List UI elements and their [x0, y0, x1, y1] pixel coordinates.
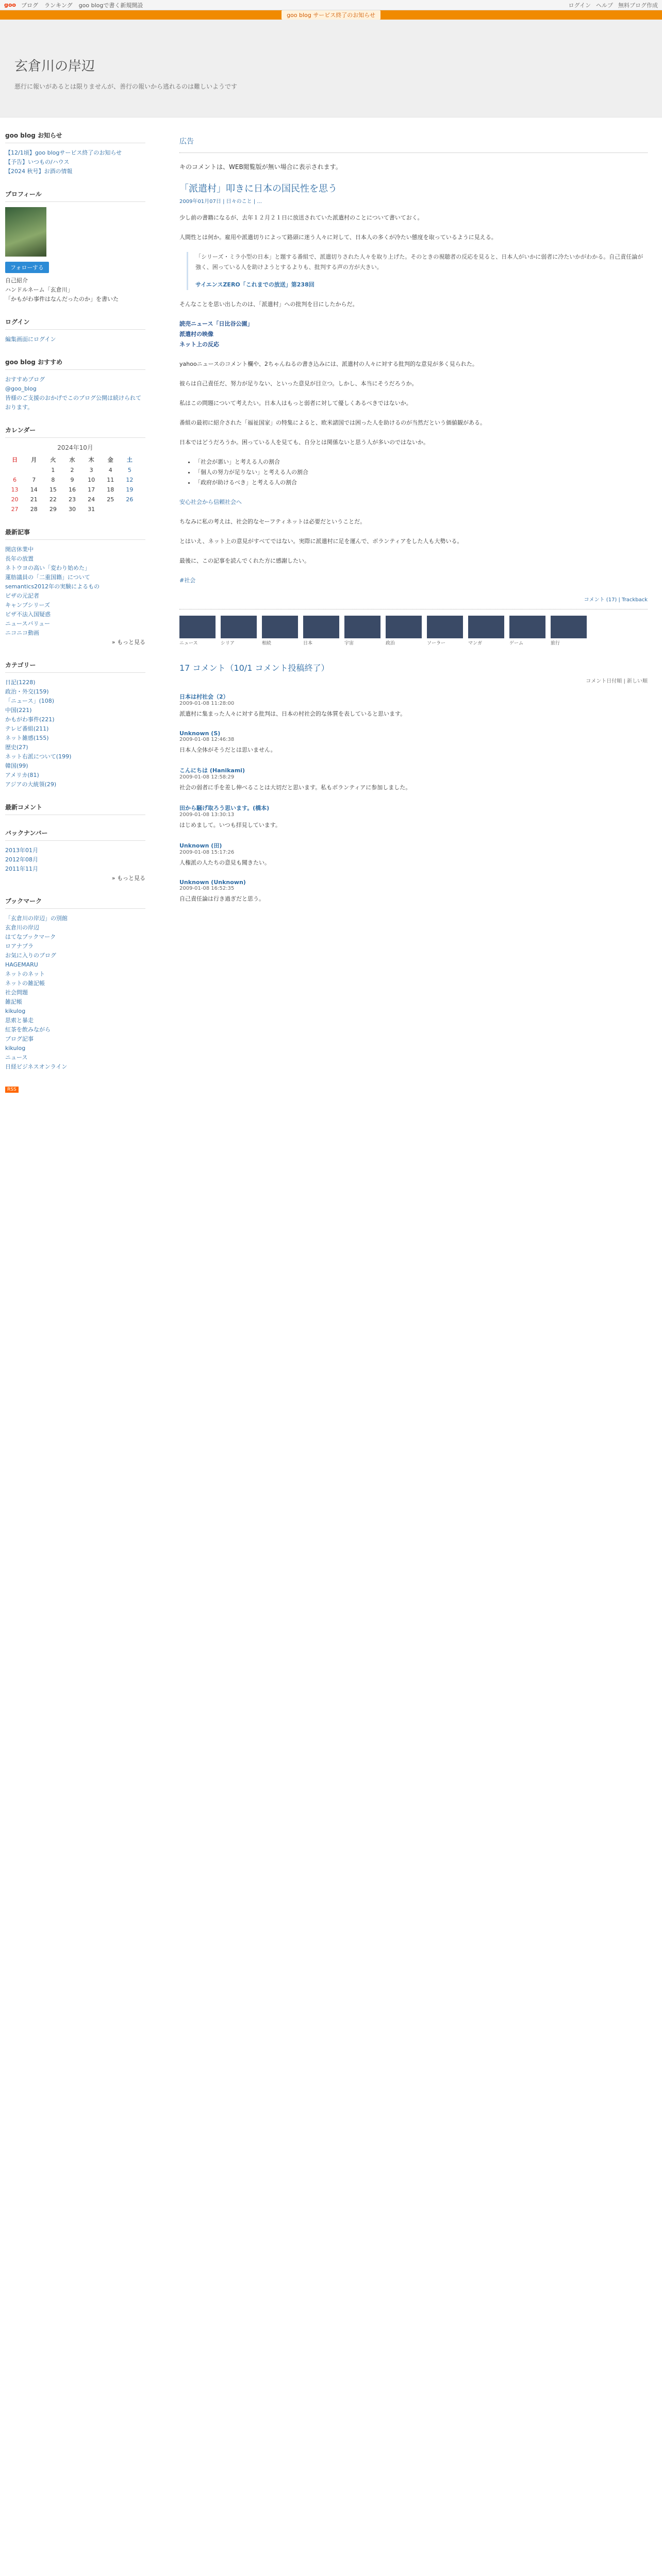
paragraph: 最後に、この記事を読んでくれた方に感謝したい。	[179, 557, 310, 564]
calendar-day[interactable]: 13	[11, 486, 19, 493]
bullet-item: • 「個人の努力が足りない」と考える人の割合	[195, 467, 648, 478]
calendar-heading: カレンダー	[5, 426, 145, 438]
comment-author[interactable]: Unknown (Unknown)	[179, 879, 246, 886]
quote-source-link[interactable]: サイエンスZERO「これまでの放送」第238回	[195, 281, 315, 288]
category-link[interactable]: アメリカ(81)	[5, 772, 39, 778]
calendar-day	[120, 504, 139, 514]
section-heading: 安心社会から信頼社会へ	[179, 499, 242, 505]
category-link[interactable]: テレビ番組(211)	[5, 725, 49, 732]
thumb-caption: マンガ	[468, 641, 483, 646]
bookmark-link[interactable]: 紅茶を飲みながら	[5, 1026, 51, 1033]
bookmark-link[interactable]: 日経ビジネスオンライン	[5, 1063, 68, 1070]
recent-section	[5, 528, 145, 647]
more-backnumber-link[interactable]: » もっと見る	[111, 875, 145, 882]
calendar-day[interactable]: 24	[88, 496, 95, 503]
comment-list	[179, 692, 648, 904]
backnumber-link[interactable]: 2011年11月	[5, 866, 38, 872]
comment	[179, 841, 648, 868]
category-section	[5, 660, 145, 789]
profile-section	[5, 190, 145, 304]
comment-author[interactable]: Unknown (田)	[179, 842, 222, 849]
comment-author[interactable]: 日本は村社会（2）	[179, 693, 229, 700]
comment-date: 2009-01-08 13:30:13	[179, 812, 235, 818]
calendar-row	[5, 485, 139, 495]
news-link[interactable]: ネット上の反応	[179, 341, 219, 348]
calendar-day[interactable]: 31	[88, 506, 95, 513]
category-link[interactable]: 歴史(27)	[5, 744, 28, 751]
calendar-day[interactable]: 8	[51, 477, 55, 483]
comment-date: 2009-01-08 12:58:29	[179, 774, 235, 780]
calendar-head: 日	[12, 456, 18, 463]
bookmark-link[interactable]: 雑記帳	[5, 998, 22, 1005]
thumb-caption: シリア	[221, 641, 235, 646]
paragraph: ちなみに私の考えは、社会的なセーフティネットは必要だということだ。	[179, 518, 366, 525]
thumb-image	[303, 616, 339, 638]
related-thumb[interactable]	[386, 616, 422, 646]
post-meta: 2009年01月07日 | 日々のこと | ...	[179, 199, 262, 205]
comment-author[interactable]: こんにちは (Hanikami)	[179, 767, 245, 774]
calendar-section	[5, 426, 145, 514]
calendar-day[interactable]: 30	[68, 506, 76, 513]
calendar-day[interactable]: 18	[107, 486, 114, 493]
backnumber-section	[5, 828, 145, 883]
comment	[179, 804, 648, 830]
calendar-day[interactable]: 9	[70, 477, 74, 483]
calendar-day[interactable]: 21	[30, 496, 38, 503]
calendar-day[interactable]: 10	[88, 477, 95, 483]
thumb-image	[468, 616, 504, 638]
blog-description: 悪行に報いがあるとは限りませんが、善行の報いから逃れるのは難しいようです	[14, 83, 238, 90]
profile-line: 自己紹介	[5, 277, 28, 284]
calendar-row	[5, 465, 139, 475]
category-link[interactable]: 政治・外交(159)	[5, 688, 49, 695]
thumb-image	[386, 616, 422, 638]
calendar-row	[5, 504, 139, 514]
comment	[179, 766, 648, 792]
paragraph: 番組の最初に紹介された「福祉国家」の特集によると、欧米諸国では困った人を助けるのが当然だという価値観がある。	[179, 419, 486, 426]
rss-icon[interactable]: RSS	[5, 1087, 19, 1093]
calendar-head: 月	[31, 456, 37, 463]
divider	[179, 152, 648, 153]
bookmark-link[interactable]: お気に入りのブログ	[5, 952, 56, 959]
bookmark-link[interactable]: ネットのネット	[5, 971, 45, 977]
news-link[interactable]: 派遣村の映像	[179, 331, 213, 337]
calendar-day[interactable]: 22	[49, 496, 57, 503]
calendar-day[interactable]: 23	[68, 496, 76, 503]
related-thumb[interactable]	[179, 616, 216, 646]
top-bar	[0, 0, 662, 10]
bullet-item: • 「政府が助けるべき」と考える人の割合	[195, 478, 648, 488]
comment-date: 2009-01-08 11:28:00	[179, 701, 235, 706]
related-thumb[interactable]	[262, 616, 298, 646]
profile-image[interactable]	[5, 207, 46, 257]
comment-date: 2009-01-08 15:17:26	[179, 850, 235, 855]
thumb-caption: ニュース	[179, 641, 198, 646]
top-nav-item[interactable]: goo blogで書く新規開設	[78, 2, 143, 9]
notice-link[interactable]: 【予告】いつもの/ハウス	[5, 159, 70, 165]
calendar-day[interactable]: 19	[126, 486, 134, 493]
paragraph: 少し前の書籍になるが、去年１２月２１日に放送されていた派遣村のことについて書いておく。	[179, 214, 423, 221]
recent-post-link[interactable]: semantics2012年の実験によるもの	[5, 583, 100, 590]
comment-date: 2009-01-08 12:46:38	[179, 737, 235, 742]
thumb-caption: ゲーム	[509, 641, 524, 646]
create-blog-link[interactable]: 無料ブログ作成	[618, 2, 658, 9]
recent-post-link[interactable]: 開店休業中	[5, 546, 34, 553]
comments-heading: 17 コメント（10/1 コメント投稿終了）	[179, 663, 329, 673]
paragraph: 日本ではどうだろうか。困っている人を見ても、自分とは関係ないと思う人が多いのではないか。	[179, 439, 429, 446]
calendar-day	[24, 465, 43, 475]
goo-follow-heading: goo blog おすすめ	[5, 358, 145, 370]
bullet-list	[195, 457, 648, 488]
calendar-day[interactable]: 5	[127, 467, 131, 473]
ad-label: 広告	[179, 138, 194, 146]
more-recent-link[interactable]: » もっと見る	[111, 639, 145, 646]
comment-text: 社会の弱者に手を差し伸べることは大切だと思います。私もボランティアに参加しました。	[179, 784, 411, 791]
paragraph: 彼らは自己責任だ、努力が足りない、といった意見が目立つ。しかし、本当にそうだろうか。	[179, 380, 418, 387]
calendar-day	[5, 465, 24, 475]
calendar-day[interactable]: 28	[30, 506, 38, 513]
blog-header	[0, 20, 662, 117]
page-wrap	[0, 117, 662, 1093]
thumb-image	[509, 616, 545, 638]
notice-link[interactable]: 【12/1頃】goo blogサービス終了のお知らせ	[5, 149, 122, 156]
recent-post-link[interactable]: ニュースバリュー	[5, 620, 51, 627]
thumb-caption: 宇宙	[344, 641, 354, 646]
calendar-day[interactable]: 25	[107, 496, 114, 503]
bookmark-link[interactable]: 社会問題	[5, 989, 28, 996]
bookmark-link[interactable]: 思索と暴走	[5, 1017, 34, 1024]
category-link[interactable]: 韓国(99)	[5, 762, 28, 769]
backnumber-link[interactable]: 2012年08月	[5, 856, 38, 863]
paragraph: とはいえ、ネット上の意見がすべてではない。実際に派遣村に足を運んで、ボランティアをした人も大勢いる。	[179, 538, 463, 545]
calendar-row	[5, 475, 139, 485]
recent-heading: 最新記事	[5, 528, 145, 540]
profile-line: 「かもがわ事件はなんだったのか」を書いた	[5, 296, 119, 302]
help-link[interactable]: ヘルプ	[596, 2, 613, 9]
category-link[interactable]: アジアの大統領(29)	[5, 781, 57, 788]
related-thumb[interactable]	[427, 616, 463, 646]
quote-text: 「シリーズ・ミラ小型の日本」と題する番組で、派遣切りされた人々を取り上げた。そのときの視聴者の反応を見ると、日本人がいかに弱者に冷たいかがわかる。自己責任論が強く、困っている人を助けようとするよりも、批判する声の方が大きい。	[195, 253, 643, 270]
calendar-day[interactable]: 26	[126, 496, 134, 503]
category-heading: カテゴリー	[5, 660, 145, 673]
comment	[179, 730, 648, 755]
bookmark-link[interactable]: ネットの雑記帳	[5, 980, 45, 987]
bookmark-heading: ブックマーク	[5, 896, 145, 909]
post-footer-meta[interactable]: コメント (17) | Trackback	[584, 597, 648, 603]
top-right-nav	[569, 1, 658, 9]
recent-post-link[interactable]: 長年の放置	[5, 555, 34, 562]
calendar-day[interactable]: 11	[107, 477, 114, 483]
paragraph: 私はこの問題について考えたい。日本人はもっと弱者に対して優しくあるべきではないか。	[179, 400, 412, 406]
rss-section	[5, 1085, 145, 1093]
category-link[interactable]: ネット雑感(155)	[5, 735, 49, 741]
calendar-head: 金	[107, 456, 113, 463]
calendar-day[interactable]: 20	[11, 496, 19, 503]
bookmark-link[interactable]: ブログ記事	[5, 1036, 34, 1042]
calendar-row	[5, 495, 139, 504]
recent-post-link[interactable]: ビザの元記者	[5, 592, 39, 599]
notice-heading: goo blog お知らせ	[5, 131, 145, 143]
calendar-day[interactable]: 2	[70, 467, 74, 473]
related-thumb[interactable]	[551, 616, 587, 646]
calendar-day[interactable]: 29	[49, 506, 57, 513]
thumb-image	[344, 616, 380, 638]
bookmark-section	[5, 896, 145, 1072]
sidebar	[0, 117, 155, 1093]
bullet-item: • 「社会が悪い」と考える人の割合	[195, 457, 648, 467]
blockquote	[187, 252, 648, 290]
blog-title[interactable]: 玄倉川の岸辺	[14, 59, 95, 74]
thumb-caption: 相続	[262, 641, 272, 646]
blog-id-link[interactable]: @goo_blog	[5, 385, 37, 392]
paragraph: そんなことを思い出したのは、「派遣村」への批判を目にしたからだ。	[179, 301, 358, 308]
calendar-day[interactable]: 27	[11, 506, 19, 513]
backnumber-link[interactable]: 2013年01月	[5, 847, 38, 854]
bookmark-link[interactable]: ニュース	[5, 1054, 28, 1061]
related-thumbs	[179, 616, 648, 646]
main-column	[155, 117, 662, 1093]
news-links	[179, 319, 648, 350]
recent-post-link[interactable]: ネトウヨの高い「変わり始めた」	[5, 565, 90, 571]
category-link[interactable]: 「ニュース」(108)	[5, 698, 55, 704]
category-link[interactable]: 日記(1228)	[5, 679, 36, 686]
goo-follow-section	[5, 358, 145, 412]
calendar-day[interactable]: 12	[126, 477, 134, 483]
calendar-day[interactable]: 14	[30, 486, 38, 493]
calendar-head: 火	[50, 456, 56, 463]
bookmark-link[interactable]: HAGEMARU	[5, 961, 38, 968]
comment	[179, 692, 648, 719]
post-title[interactable]: 「派遣村」叩きに日本の国民性を思う	[179, 183, 337, 194]
lead-text: キのコメントは、WEB閲覧版が無い場合に表示されます。	[179, 163, 342, 171]
notice-link[interactable]: 【2024 秋号】お酒の情報	[5, 168, 73, 175]
paragraph: 人間性とは何か。雇用や派遣切りによって路頭に迷う人々に対して、日本人の多くが冷たい態度を取っているように見える。	[179, 234, 497, 241]
login-link[interactable]: ログイン	[568, 2, 591, 9]
bookmark-link[interactable]: kikulog	[5, 1008, 26, 1014]
related-thumb[interactable]	[221, 616, 257, 646]
thumb-caption: ソーラー	[427, 641, 446, 646]
recent-post-link[interactable]: ニコニコ動画	[5, 630, 39, 636]
thumb-image	[427, 616, 463, 638]
goo-logo[interactable]: goo	[4, 2, 16, 8]
related-thumb[interactable]	[344, 616, 380, 646]
calendar-day[interactable]: 16	[68, 486, 76, 493]
service-banner	[0, 10, 662, 20]
comment-text: 日本人全体がそうだとは思いません。	[179, 747, 276, 753]
comment-date: 2009-01-08 16:52:35	[179, 886, 235, 891]
thumb-image	[262, 616, 298, 638]
thumb-image	[551, 616, 587, 638]
latest-comment-section	[5, 803, 145, 815]
related-thumb[interactable]	[468, 616, 504, 646]
category-link[interactable]: ネット右派について(199)	[5, 753, 72, 760]
thumb-image	[221, 616, 257, 638]
calendar-day	[101, 504, 120, 514]
calendar-head: 土	[126, 456, 133, 463]
thumb-caption: 日本	[303, 641, 313, 646]
recent-post-link[interactable]: ビザ不法入国疑惑	[5, 611, 51, 618]
top-nav-item[interactable]: ランキング	[44, 2, 73, 9]
calendar-day[interactable]: 1	[51, 467, 55, 473]
thumb-caption: 政治	[386, 641, 395, 646]
service-banner-link[interactable]: goo blog サービス終了のお知らせ	[282, 10, 380, 20]
follow-link[interactable]: おすすめブログ	[5, 376, 45, 383]
comment-text: はじめまして。いつも拝見しています。	[179, 822, 281, 828]
latest-comment-heading: 最新コメント	[5, 803, 145, 815]
bookmark-link[interactable]: ロアナプラ	[5, 943, 34, 950]
calendar-table	[5, 454, 139, 514]
thumb-image	[179, 616, 216, 638]
backnumber-heading: バックナンバー	[5, 828, 145, 841]
category-link[interactable]: 中国(221)	[5, 707, 32, 714]
notice-section	[5, 131, 145, 176]
top-nav-item[interactable]: ブログ	[21, 2, 38, 9]
calendar-day[interactable]: 3	[89, 467, 93, 473]
news-link[interactable]: 読売ニュース「日比谷公園」	[179, 320, 253, 327]
calendar-day[interactable]: 7	[32, 477, 36, 483]
calendar-day[interactable]: 4	[108, 467, 112, 473]
paragraph: yahooニュースのコメント欄や、2ちゃんねるの書き込みには、派遣村の人々に対する批判的な意見が多く見られた。	[179, 361, 478, 367]
bookmark-link[interactable]: 玄倉川の岸辺	[5, 924, 39, 931]
calendar-title: 2024年10月	[57, 444, 93, 451]
comment-text: 自己責任論は行き過ぎだと思う。	[179, 895, 264, 902]
calendar-day[interactable]: 6	[13, 477, 17, 483]
bookmark-link[interactable]: はてなブックマーク	[5, 934, 56, 940]
comment	[179, 879, 648, 904]
login-section	[5, 317, 145, 344]
comments-sort[interactable]: コメント日付順 | 新しい順	[586, 679, 648, 684]
edit-login-link[interactable]: 編集画面にログイン	[5, 336, 56, 343]
login-heading: ログイン	[5, 317, 145, 330]
bookmark-link[interactable]: kikulog	[5, 1045, 26, 1052]
profile-line: ハンドルネーム「玄倉川」	[5, 286, 73, 293]
follow-button[interactable]: フォローする	[5, 262, 49, 273]
calendar-head: 水	[69, 456, 75, 463]
calendar-day[interactable]: 15	[49, 486, 57, 493]
recent-post-link[interactable]: 蓮舫議員の「二重国籍」について	[5, 574, 90, 581]
category-link[interactable]: かもがわ事件(221)	[5, 716, 55, 723]
tag-link[interactable]: #社会	[179, 577, 196, 584]
comment-text: 人権派の人たちの意見も聞きたい。	[179, 859, 270, 866]
comment-author[interactable]: Unknown (S)	[179, 730, 221, 737]
comment-author[interactable]: 田から騒げ取ろう思います。(橋本)	[179, 805, 270, 811]
profile-heading: プロフィール	[5, 190, 145, 202]
calendar-day[interactable]: 17	[88, 486, 95, 493]
recent-post-link[interactable]: キャンプシリーズ	[5, 602, 51, 608]
related-thumb[interactable]	[509, 616, 545, 646]
bookmark-link[interactable]: 「玄倉川の岸辺」の別館	[5, 915, 68, 922]
top-nav	[21, 1, 143, 9]
follow-note: 皆様のご支援のおかげでこのブログ公開は続けられております。	[5, 395, 141, 411]
calendar-head: 木	[88, 456, 94, 463]
related-thumb[interactable]	[303, 616, 339, 646]
comment-text: 派遣村に集まった人々に対する批判は、日本の村社会的な体質を表していると思います。	[179, 710, 406, 717]
thumb-caption: 旅行	[551, 641, 560, 646]
